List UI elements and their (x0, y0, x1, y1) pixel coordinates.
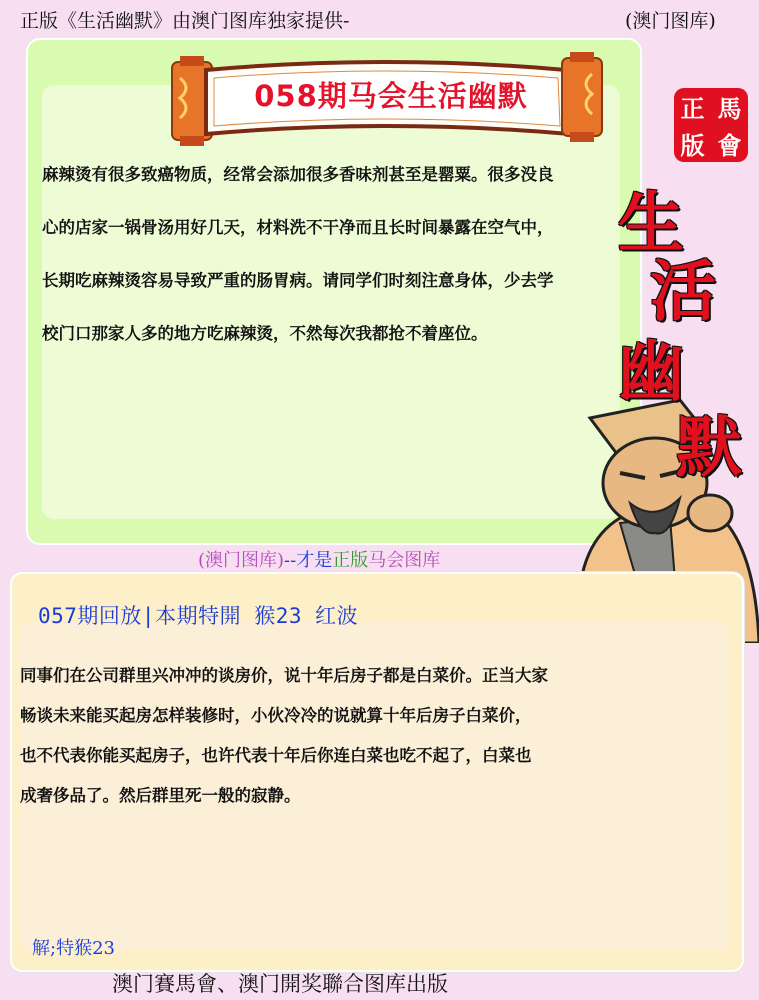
stamp-char: 正 (680, 94, 705, 123)
seal-stamp-text (674, 88, 748, 162)
scroll-right-roll (562, 52, 602, 142)
story-line: 也不代表你能买起房子，也许代表十年后你连白菜也吃不起了，白菜也 (20, 746, 532, 765)
footer-text: 澳门賽馬會、澳门開奖聯合图库出版 (112, 972, 448, 996)
promo-part: 马会图库 (368, 550, 441, 571)
promo-part: (澳门图库) (198, 550, 285, 571)
result-line: 057期回放|本期特開 猴23 红波 (38, 604, 359, 628)
stamp-char: 馬 (717, 94, 742, 123)
humor-line: 麻辣烫有很多致癌物质，经常会添加很多香味剂甚至是罂粟。很多没良 (42, 165, 554, 184)
humor-text (42, 148, 554, 360)
story-line: 畅谈未来能买起房怎样装修时，小伙冷冷的说就算十年后房子白菜价， (20, 706, 532, 725)
humor-line: 校门口那家人多的地方吃麻辣烫，不然每次我都抢不着座位。 (42, 324, 488, 343)
vertical-title-char: 默 (676, 409, 742, 486)
story-line: 成奢侈品了。然后群里死一般的寂静。 (20, 786, 301, 805)
stamp-char: 版 (680, 131, 705, 160)
promo-part: 正版 (332, 550, 369, 571)
header-right-text: (澳门图库) (625, 10, 716, 32)
vertical-title-char: 活 (650, 253, 716, 330)
banner-title: 058期马会生活幽默 (254, 79, 528, 113)
humor-line: 心的店家一锅骨汤用好几天，材料洗不干净而且长时间暴露在空气中， (42, 218, 554, 237)
humor-line: 长期吃麻辣烫容易导致严重的肠胃病。请同学们时刻注意身体，少去学 (42, 271, 554, 290)
vertical-title-char: 幽 (618, 333, 684, 410)
story-line: 同事们在公司群里兴冲冲的谈房价，说十年后房子都是白菜价。正当大家 (20, 666, 548, 685)
vertical-title-char: 生 (618, 185, 684, 262)
stamp-char: 會 (717, 131, 742, 160)
promo-part: --才是 (284, 550, 333, 571)
answer-text: 解;特猴23 (32, 938, 115, 959)
header-left-text: 正版《生活幽默》由澳门图库独家提供- (20, 10, 350, 32)
story-text (20, 656, 548, 816)
promo-line (198, 546, 440, 572)
